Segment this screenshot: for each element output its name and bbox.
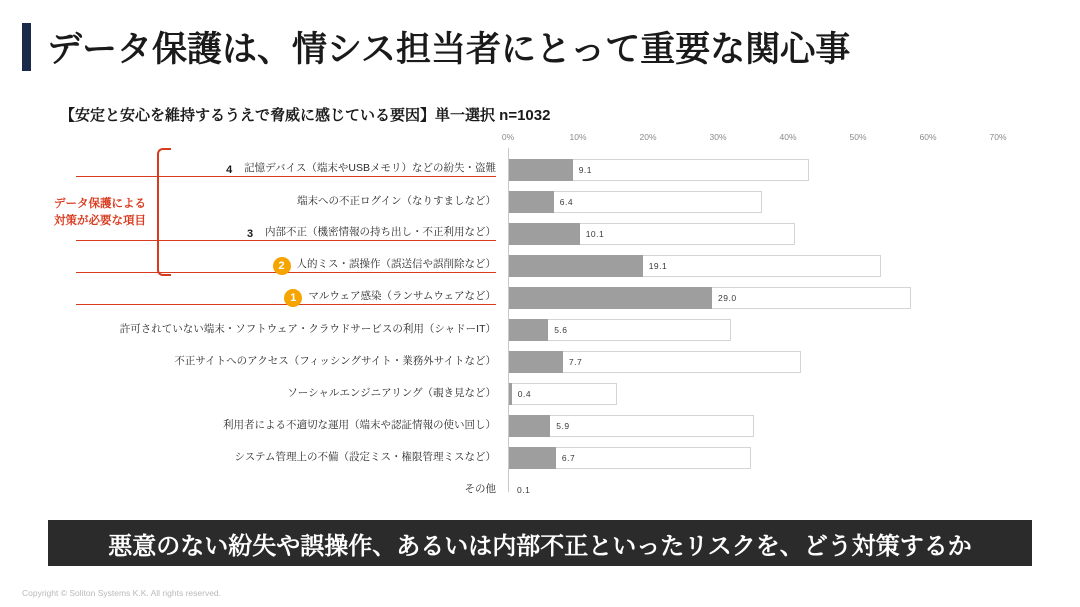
chart-bar-fill: [509, 351, 563, 373]
chart-bar-fill: [509, 383, 512, 405]
annotation-label-line2: 対策が必要な項目: [54, 214, 146, 227]
chart-row: [0, 282, 1080, 314]
chart-value-label: 5.9: [556, 421, 570, 431]
chart-row: [0, 410, 1080, 442]
chart-bar: [509, 383, 617, 405]
chart-bar: [509, 479, 531, 501]
chart-value-label: 0.1: [517, 485, 531, 495]
x-axis-tick: 70%: [989, 132, 1007, 142]
chart-row-label: マルウェア感染（ランサムウェアなど）: [76, 291, 496, 306]
chart-row-label: 人的ミス・誤操作（誤送信や誤削除など）: [76, 259, 496, 274]
x-axis-tick: 50%: [849, 132, 867, 142]
chart-bar-fill: [509, 319, 548, 341]
chart-bar: [509, 255, 881, 277]
chart-subtitle: 【安定と安心を維持するうえで脅威に感じている要因】単一選択 n=1032: [60, 107, 551, 124]
x-axis-tick: 0%: [501, 132, 515, 142]
x-axis-tick: 20%: [639, 132, 657, 142]
chart-bar-fill: [509, 447, 556, 469]
chart-value-label: 5.6: [554, 325, 568, 335]
chart-row-label: 不正サイトへのアクセス（フィッシングサイト・業務外サイトなど）: [174, 355, 496, 368]
chart-value-label: 10.1: [585, 229, 605, 239]
x-axis-tick: 40%: [779, 132, 797, 142]
slide-title-block: [22, 22, 850, 72]
chart-row-label: 許可されていない端末・ソフトウェア・クラウドサービスの利用（シャドーIT）: [119, 323, 496, 336]
rank-badge: 1: [284, 289, 302, 307]
chart-bar: [509, 319, 731, 341]
chart-row-label: 記憶デバイス（端末やUSBメモリ）などの紛失・盗難: [76, 163, 496, 178]
title-accent-bar: [22, 23, 31, 71]
chart-bar: [509, 287, 911, 309]
key-message-banner: 悪意のない紛失や誤操作、あるいは内部不正といったリスクを、どう対策するか: [48, 520, 1032, 566]
chart-row-label: ソーシャルエンジニアリング（覗き見など）: [287, 387, 496, 400]
annotation-label: [44, 196, 156, 229]
chart-bar-fill: [509, 191, 554, 213]
chart-value-label: 6.7: [561, 453, 576, 463]
rank-badge: 4: [226, 163, 233, 176]
chart-bar-fill: [509, 287, 712, 309]
chart-bar: [509, 415, 754, 437]
chart-row-label: システム管理上の不備（設定ミス・権限管理ミスなど）: [234, 451, 496, 464]
x-axis-tick: 10%: [569, 132, 587, 142]
chart-bar-fill: [509, 255, 643, 277]
page-title: データ保護は、情シス担当者にとって重要な関心事: [47, 30, 851, 69]
chart-row: [0, 378, 1080, 410]
chart-bar: [509, 351, 801, 373]
chart-bar: [509, 447, 751, 469]
chart-row-label: 利用者による不適切な運用（端末や認証情報の使い回し）: [223, 419, 496, 432]
x-axis-tick: 30%: [709, 132, 727, 142]
annotation-label-line1: データ保護による: [54, 198, 146, 210]
chart-row: [0, 346, 1080, 378]
chart-row: [0, 314, 1080, 346]
chart-row-label: その他: [464, 483, 496, 496]
chart-row-label: 端末への不正ログイン（なりすましなど）: [297, 195, 496, 208]
x-axis-tick: 60%: [919, 132, 937, 142]
chart-bar-fill: [509, 415, 550, 437]
chart-row-label: 内部不正（機密情報の持ち出し・不正利用など）: [76, 227, 496, 242]
chart-bar-fill: [509, 159, 573, 181]
chart-value-label: 9.1: [578, 165, 593, 175]
chart-bar-fill: [509, 223, 580, 245]
chart-bar: [509, 223, 795, 245]
chart-value-label: 19.1: [648, 261, 668, 271]
chart-value-label: 6.4: [559, 197, 574, 207]
chart-bar: [509, 159, 809, 181]
chart-row: [0, 442, 1080, 474]
chart-value-label: 0.4: [517, 389, 532, 399]
rank-badge: 3: [246, 227, 254, 240]
chart-row: [0, 474, 1080, 506]
annotation-bracket: [157, 148, 171, 276]
chart-value-label: 7.7: [568, 357, 583, 367]
copyright-text: Copyright © Soliton Systems K.K. All rights reserved.: [22, 588, 222, 598]
chart-bar: [509, 191, 762, 213]
x-axis-tick-labels: [501, 132, 1008, 146]
rank-badge: 2: [273, 257, 291, 275]
chart-value-label: 29.0: [718, 293, 737, 303]
